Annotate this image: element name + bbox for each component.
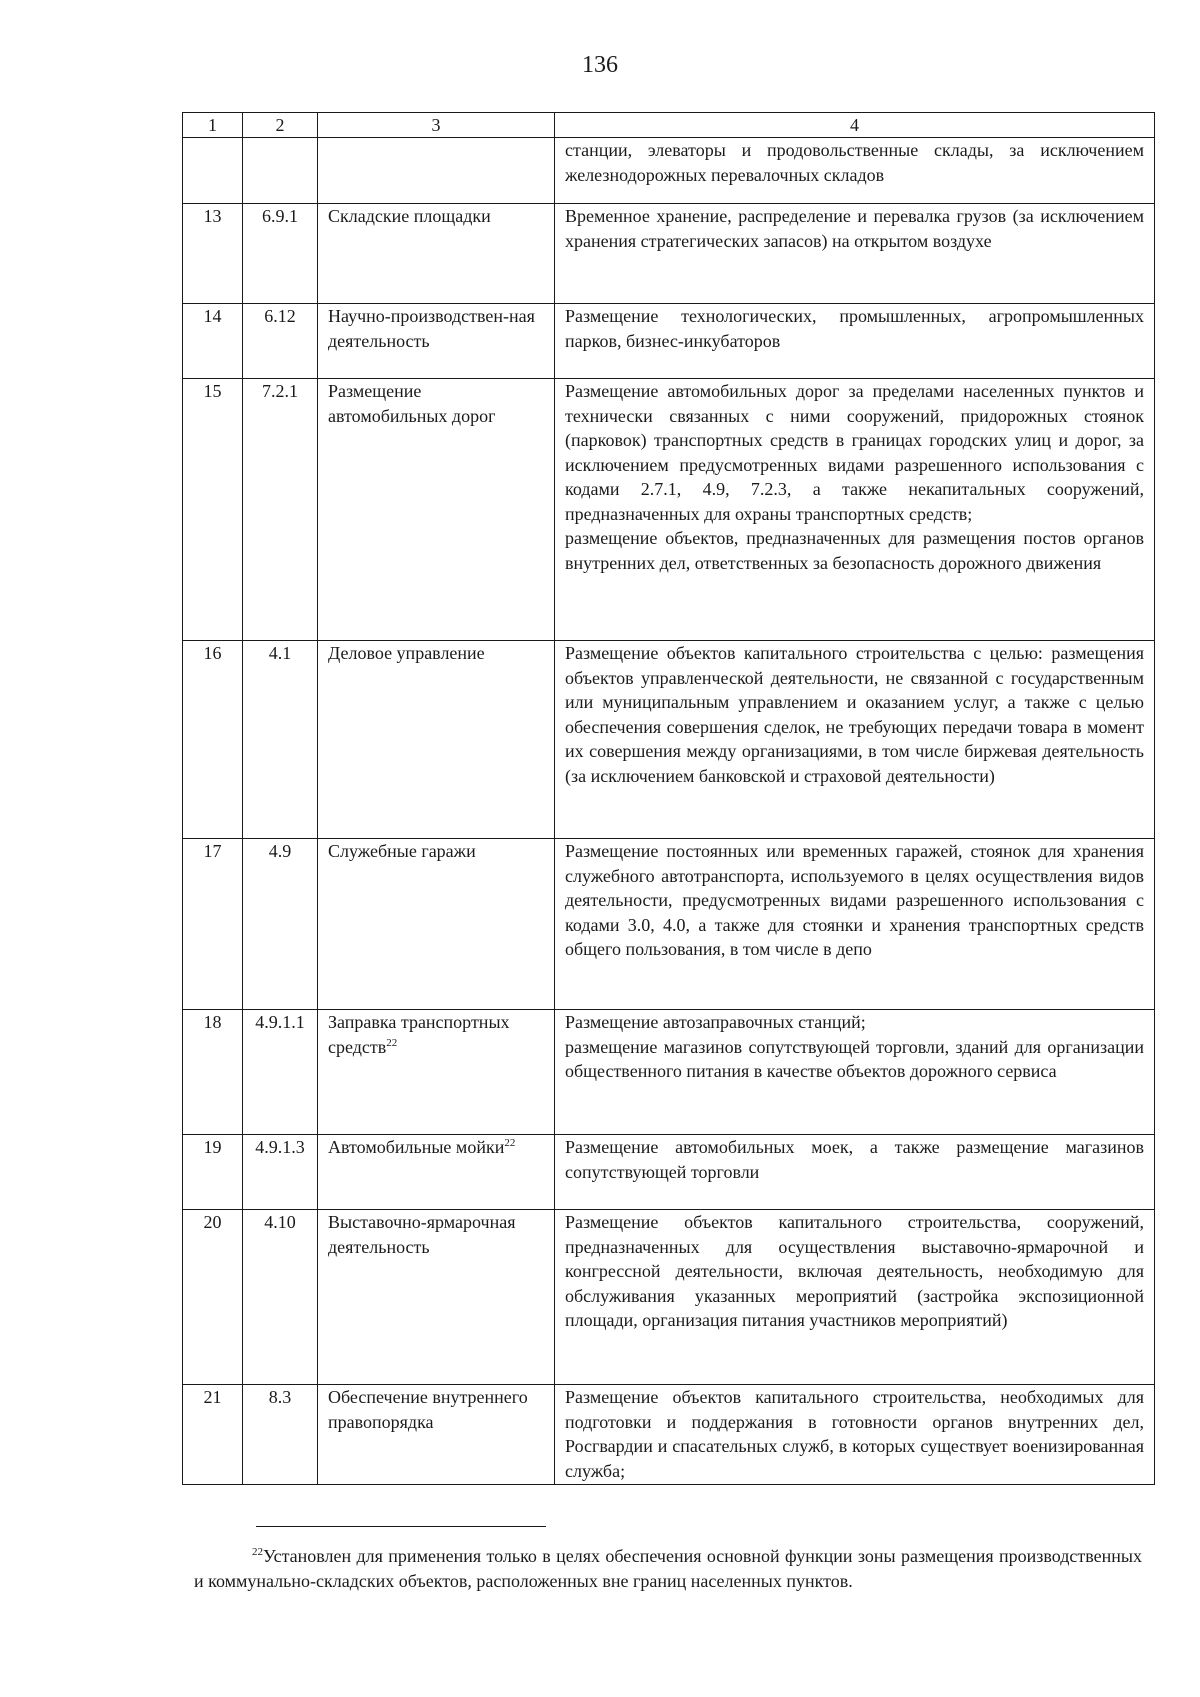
row-name: Служебные гаражи — [318, 839, 555, 1010]
row-name — [318, 1010, 555, 1135]
row-code: 4.10 — [243, 1210, 318, 1385]
row-description: Размещение объектов капитального строительства, необходимых для подготовки и поддержания в готовности органов внутренних дел, Росгвардии и спасательных служб, в которых существует военизированная служба; — [555, 1385, 1155, 1485]
row-number: 21 — [183, 1385, 243, 1485]
row-description-part-2: размещение магазинов сопутствующей торговли, зданий для организации общественного питания в качестве объектов дорожного сервиса — [565, 1036, 1144, 1081]
row-number: 15 — [183, 379, 243, 641]
row-description: станции, элеваторы и продовольственные склады, за исключением железнодорожных перевалочных складов — [555, 138, 1155, 204]
row-code: 4.9.1.3 — [243, 1135, 318, 1210]
row-name: Деловое управление — [318, 641, 555, 839]
footnote-ref: 22 — [386, 1036, 398, 1049]
row-number — [183, 138, 243, 204]
row-name — [318, 138, 555, 204]
row-code: 4.1 — [243, 641, 318, 839]
row-number: 20 — [183, 1210, 243, 1385]
row-description-part-2: размещение объектов, предназначенных для размещения постов органов внутренних дел, ответственных за безопасность дорожного движения — [565, 528, 1144, 573]
header-col-1: 1 — [183, 113, 243, 138]
table-row — [183, 1135, 1155, 1210]
row-description: Размещение объектов капитального строительства, сооружений, предназначенных для осуществления выставочно-ярмарочной и конгрессной деятельности, включая деятельность, необходимую для обслуживания указанных мероприятий (застройка экспозиционной площади, организация питания участников мероприятий) — [555, 1210, 1155, 1385]
row-name: Выставочно-ярмарочная деятельность — [318, 1210, 555, 1385]
row-code: 6.12 — [243, 304, 318, 379]
row-description: Размещение автомобильных моек, а также размещение магазинов сопутствующей торговли — [555, 1135, 1155, 1210]
row-name — [318, 1135, 555, 1210]
row-name-text: Заправка транспортных средств — [328, 1012, 510, 1057]
row-description-part-1: Размещение автозаправочных станций; — [565, 1012, 866, 1032]
table-row — [183, 1385, 1155, 1485]
table-row — [183, 839, 1155, 1010]
row-description — [555, 1010, 1155, 1135]
row-number: 17 — [183, 839, 243, 1010]
row-code — [243, 138, 318, 204]
footnote-mark: 22 — [252, 1546, 263, 1558]
row-code: 8.3 — [243, 1385, 318, 1485]
row-description: Размещение объектов капитального строительства с целью: размещения объектов управленческой деятельности, не связанной с государственным или муниципальным управлением и оказанием услуг, а также с целью обеспечения совершения сделок, не требующих передачи товара в момент их совершения между организациями, в том числе биржевая деятельность (за исключением банковской и страховой деятельности) — [555, 641, 1155, 839]
row-code: 6.9.1 — [243, 204, 318, 304]
table-row — [183, 204, 1155, 304]
land-use-table — [182, 112, 1155, 1485]
table-row — [183, 138, 1155, 204]
row-code: 7.2.1 — [243, 379, 318, 641]
row-description: Размещение постоянных или временных гаражей, стоянок для хранения служебного автотранспорта, используемого в целях осуществления видов деятельности, предусмотренных видами разрешенного использования с кодами 3.0, 4.0, а также для стоянки и хранения транспортных средств общего пользования, в том числе в депо — [555, 839, 1155, 1010]
header-col-2: 2 — [243, 113, 318, 138]
footnote-ref: 22 — [504, 1137, 516, 1149]
row-name: Размещение автомобильных дорог — [318, 379, 555, 641]
row-name: Обеспечение внутреннего правопорядка — [318, 1385, 555, 1485]
page-number: 136 — [582, 52, 618, 78]
header-col-3: 3 — [318, 113, 555, 138]
table-header-row — [183, 113, 1155, 138]
row-number: 13 — [183, 204, 243, 304]
table-row — [183, 1210, 1155, 1385]
row-description-part-1: Размещение автомобильных дорог за пределами населенных пунктов и технически связанных с ними сооружений, придорожных стоянок (парковок) транспортных средств в границах городских улиц и дорог, за исключением предусмотренных видами разрешенного использования с кодами 2.7.1, 4.9, 7.2.3, а также некапитальных сооружений, предназначенных для охраны транспортных средств; — [565, 381, 1144, 524]
row-name: Складские площадки — [318, 204, 555, 304]
row-name: Научно-производствен-ная деятельность — [318, 304, 555, 379]
table-row — [183, 304, 1155, 379]
row-name-text: Автомобильные мойки — [328, 1137, 505, 1157]
footnote-text: Установлен для применения только в целях обеспечения основной функции зоны размещения производственных и коммунально-складских объектов, расположенных вне границ населенных пунктов. — [194, 1546, 1142, 1591]
row-description — [555, 379, 1155, 641]
table-row — [183, 379, 1155, 641]
header-col-4: 4 — [555, 113, 1155, 138]
footnote-separator — [256, 1526, 546, 1527]
row-number: 18 — [183, 1010, 243, 1135]
table-row — [183, 1010, 1155, 1135]
row-number: 16 — [183, 641, 243, 839]
row-code: 4.9.1.1 — [243, 1010, 318, 1135]
row-description: Временное хранение, распределение и перевалка грузов (за исключением хранения стратегических запасов) на открытом воздухе — [555, 204, 1155, 304]
row-number: 19 — [183, 1135, 243, 1210]
table-row — [183, 641, 1155, 839]
footnote — [194, 1544, 1142, 1594]
row-code: 4.9 — [243, 839, 318, 1010]
row-description: Размещение технологических, промышленных, агропромышленных парков, бизнес-инкубаторов — [555, 304, 1155, 379]
row-number: 14 — [183, 304, 243, 379]
